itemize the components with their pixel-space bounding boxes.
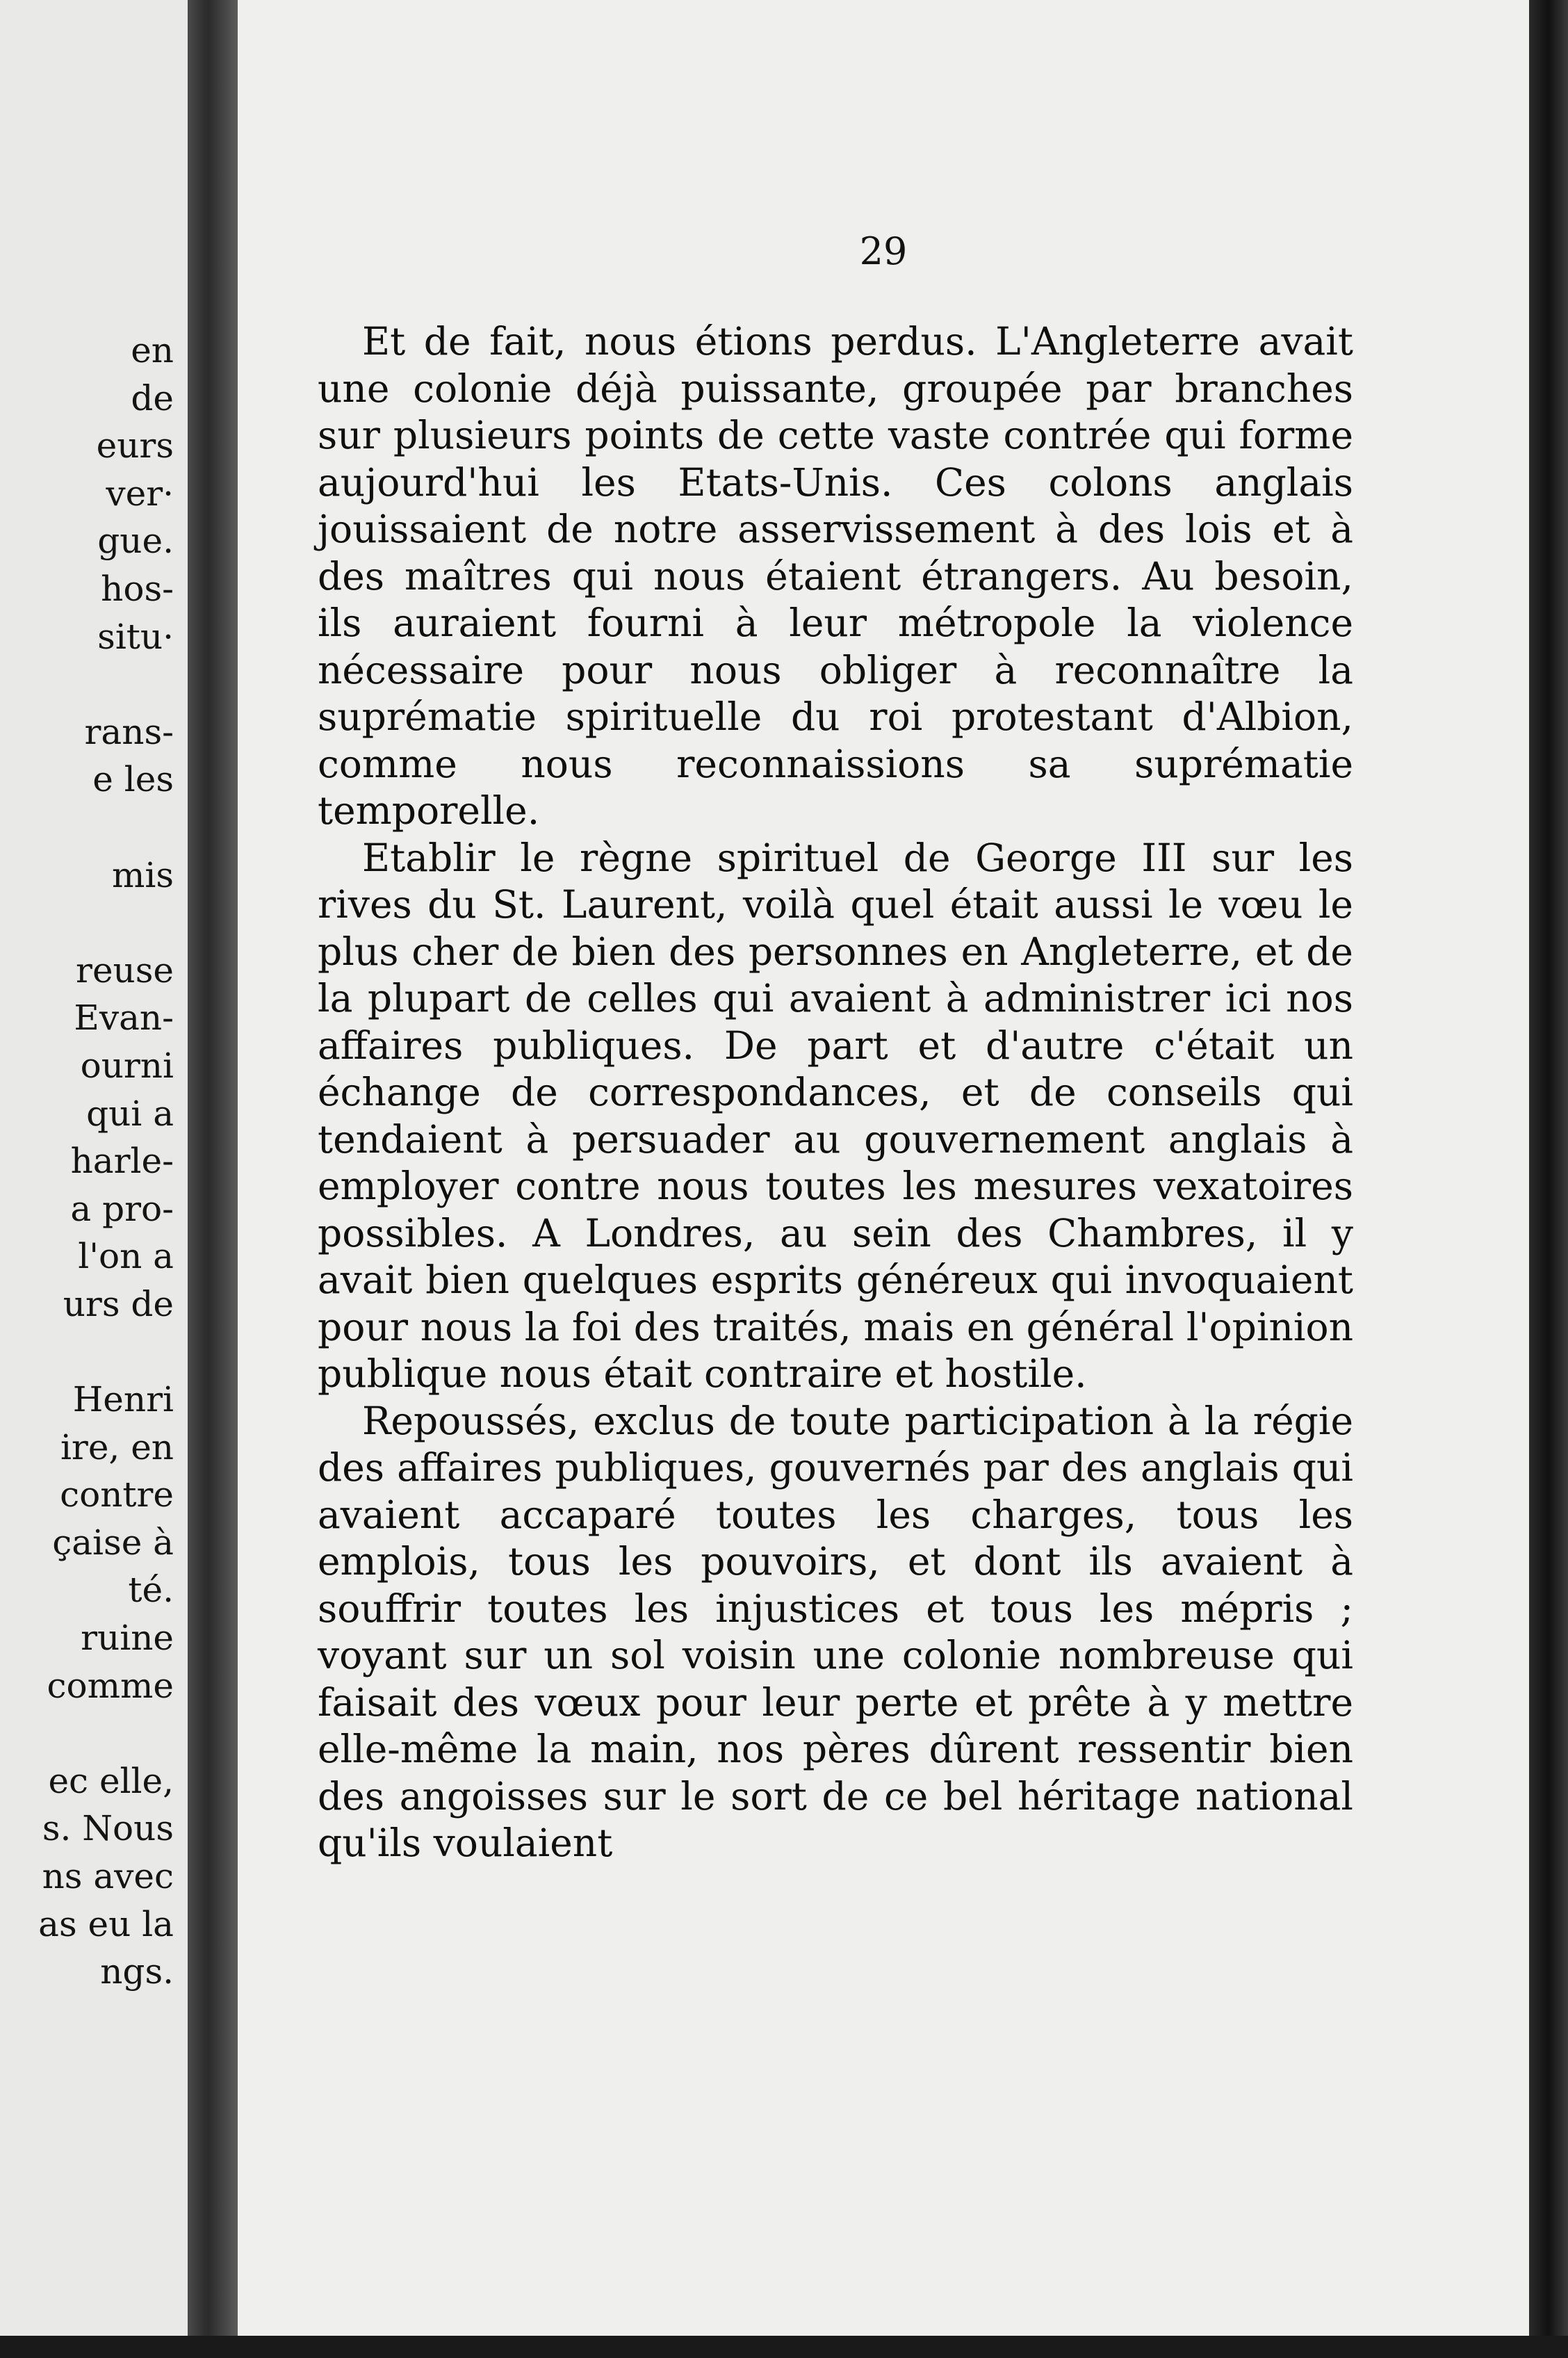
bottom-edge [0,2336,1568,2358]
left-fragment: comme [47,1665,174,1706]
left-fragment [38,804,174,852]
left-fragment [38,899,174,947]
left-fragment: eurs [96,425,174,466]
left-fragment: ns avec [42,1856,174,1896]
paragraph: Repoussés, exclus de toute participation à la régie des affaires publiques, gouvernés par des anglais qui avaient accaparé toutes les charges, tous les emplois, tous les pouvoirs, et dont ils avaient à souffrir toutes les injustices et tous les mépris ; voyant sur un sol voisin une colonie nombreuse qui faisait des vœux pour leur perte et prête à y mettre elle-même la main, nos pères dûrent ressentir bien des angoisses sur le sort de ce bel héritage national qu'ils voulaient [318,1398,1353,1865]
left-fragment: ec elle, [48,1760,174,1801]
left-fragment: ver· [106,473,174,514]
left-page [0,0,188,2336]
left-fragment: Evan- [74,998,174,1039]
left-fragment: urs de [63,1283,174,1324]
page-stack-edge [1529,0,1568,2358]
paragraph: Et de fait, nous étions perdus. L'Angleterre avait une colonie déjà puissante, groupée par branches sur plusieurs points de cette vaste contrée qui forme aujourd'hui les Etats-Unis. Ces colons anglais jouissaient de notre asservissement à des lois et à des maîtres qui nous étaient étrangers. Au besoin, ils auraient fourni à leur métropole la violence nécessaire pour nous obliger à reconnaître la suprématie spirituelle du roi protestant d'Albion, comme nous reconnaissions sa suprématie temporelle. [318,319,1353,833]
left-fragment: ire, en [60,1426,174,1467]
left-fragment: qui a [86,1093,174,1134]
left-fragment: e les [92,759,174,800]
left-fragment: en [131,330,174,371]
left-fragment [38,1709,174,1757]
left-fragment: de [131,377,174,418]
left-fragment: hos- [101,568,174,609]
left-fragment: ruine [81,1618,174,1659]
left-fragment: Henri [72,1379,174,1420]
left-fragment: as eu la [38,1903,174,1944]
left-fragment: gue. [97,521,174,562]
left-fragment: rans- [84,711,174,752]
left-fragment: té. [128,1570,174,1611]
left-fragment: l'on a [78,1236,174,1277]
left-fragment: harle- [70,1141,174,1182]
body-text [318,318,1353,1867]
left-fragment: ngs. [100,1951,174,1992]
left-fragment: contre [60,1474,174,1515]
left-page-fragments [38,327,174,1996]
page-number: 29 [859,229,908,273]
left-fragment [38,1328,174,1376]
left-fragment [38,660,174,708]
left-fragment: mis [111,854,174,895]
paragraph: Etablir le règne spirituel de George III sur les rives du St. Laurent, voilà quel était aussi le vœu le plus cher de bien des personnes en Angleterre, et de la plupart de celles qui avaient à administrer ici nos affaires publiques. De part et d'autre c'était un échange de correspondances, et de conseils qui tendaient à persuader au gouvernement anglais à employer contre nous toutes les mesures vexatoires possibles. A Londres, au sein des Chambres, il y avait bien quelques esprits généreux qui invoquaient pour nous la foi des traités, mais en général l'opinion publique nous était contraire et hostile. [318,835,1353,1396]
left-fragment: ourni [80,1045,174,1086]
book-gutter [188,0,238,2358]
main-page [238,0,1529,2336]
left-fragment: reuse [76,950,174,991]
left-fragment: s. Nous [42,1808,174,1849]
left-fragment: çaise à [52,1522,174,1563]
left-fragment: a pro- [70,1188,174,1229]
left-fragment: situ· [97,616,174,657]
